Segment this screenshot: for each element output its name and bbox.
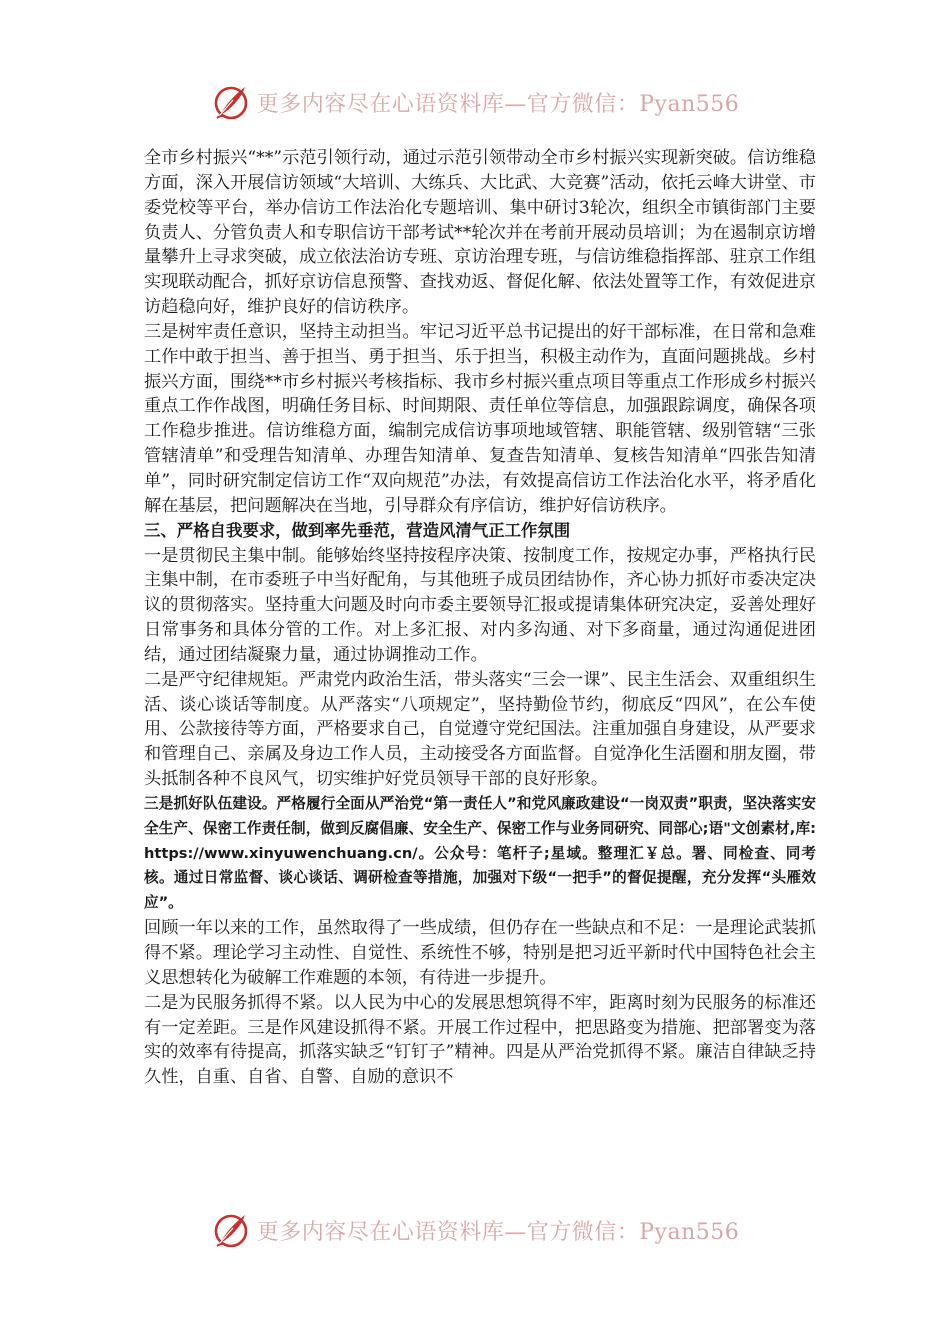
watermark-text: 更多内容尽在心语资料库—官方微信：Pyan556: [256, 91, 740, 117]
paragraph-review-shortcomings: 回顾一年以来的工作，虽然取得了一些成绩，但仍存在一些缺点和不足：一是理论武装抓得不紧。理论学习主动性、自觉性、系统性不够，特别是把习近平新时代中国特色社会主义思想转化为破解工作难题的本领，有待进一步提升。: [144, 918, 816, 988]
watermark-text: 更多内容尽在心语资料库—官方微信：Pyan556: [256, 1219, 740, 1245]
paragraph-responsibility: 三是树牢责任意识，坚持主动担当。牢记习近平总书记提出的好干部标准，在日常和急难工作中敢于担当、善于担当、勇于担当、乐于担当，积极主动作为，直面问题挑战。乡村振兴方面，围绕**市乡村振兴考核指标、我市乡村振兴重点项目等重点工作形成乡村振兴重点工作作战图，明确任务目标、时间期限、责任单位等信息，加强跟踪调度，确保各项工作稳步推进。信访维稳方面，编制完成信访事项地域管辖、职能管辖、级别管辖“三张管辖清单”和受理告知清单、办理告知清单、复查告知清单、复核告知清单“四张告知清单”，同时研究制定信访工作“双向规范”办法，有效提高信访工作法治化水平，将矛盾化解在基层，把问题解决在当地，引导群众有序信访，维护好信访秩序。: [144, 321, 816, 516]
paragraph-team-building: 三是抓好队伍建设。严格履行全面从严治党“第一责任人”和党风廉政建设“一岗双责”职责，坚决落实安全生产、保密工作责任制，做到反腐倡廉、安全生产、保密工作与业务同研究、同部心;语"文创素材,库: https://www.xinyuwenchuang.cn/。公众号：笔杆子;星域。整理汇￥总。署、同检查、同考核。通过日常监督、谈心谈话、调研检查等措施，加强对下级“一把手”的督促提醒，充分发挥“头雁效应”。: [144, 794, 816, 912]
paragraph-democratic-centralism: 一是贯彻民主集中制。能够始终坚持按程序决策、按制度工作，按规定办事，严格执行民主集中制，在市委班子中当好配角，与其他班子成员团结协作，齐心协力抓好市委决定决议的贯彻落实。坚持重大问题及时向市委主要领导汇报或提请集体研究决定，妥善处理好日常事务和具体分管的工作。对上多汇报、对内多沟通、对下多商量，通过沟通促进团结，通过团结凝聚力量，通过协调推动工作。: [144, 545, 816, 665]
paragraph-rural-petition-continued: 全市乡村振兴“**”示范引领行动，通过示范引领带动全市乡村振兴实现新突破。信访维稳方面，深入开展信访领域“大培训、大练兵、大比武、大竞赛”活动，依托云峰大讲堂、市委党校等平台，举办信访工作法治化专题培训、集中研讨3轮次，组织全市镇街部门主要负责人、分管负责人和专职信访干部考试**轮次并在考前开展动员培训；为在遏制京访增量攀升上寻求突破，成立依法治访专班、京访治理专班，与信访维稳指挥部、驻京工作组实现联动配合，抓好京访信息预警、查找劝返、督促化解、依法处置等工作，有效促进京访趋稳向好，维护良好的信访秩序。: [144, 148, 816, 318]
document-body: [144, 146, 816, 1090]
quill-pen-logo-icon: [211, 1210, 251, 1250]
quill-pen-logo-icon: [211, 82, 251, 122]
header-watermark-banner: [0, 79, 950, 125]
paragraph-discipline-rules: 二是严守纪律规矩。严肃党内政治生活，带头落实“三会一课”、民主生活会、双重组织生活、谈心谈话等制度。从严落实“八项规定”，坚持勤俭节约，彻底反“四风”，在公车使用、公款接待等方面，严格要求自己，自觉遵守党纪国法。注重加强自身建设，从严要求和管理自己、亲属及身边工作人员，主动接受各方面监督。自觉净化生活圈和朋友圈，带头抵制各种不良风气，切实维护好党员领导干部的良好形象。: [144, 669, 816, 790]
section-heading-self-discipline: 三、严格自我要求，做到率先垂范，营造风清气正工作氛围: [144, 520, 571, 540]
paragraph-service-style: 二是为民服务抓得不紧。以人民为中心的发展思想筑得不牢，距离时刻为民服务的标准还有一定差距。三是作风建设抓得不紧。开展工作过程中，把思路变为措施、把部署变为落实的效率有待提高，抓落实缺乏“钉钉子”精神。四是从严治党抓得不紧。廉洁自律缺乏持久性，自重、自省、自警、自励的意识不: [144, 992, 816, 1088]
footer-watermark-banner: [0, 1207, 950, 1253]
